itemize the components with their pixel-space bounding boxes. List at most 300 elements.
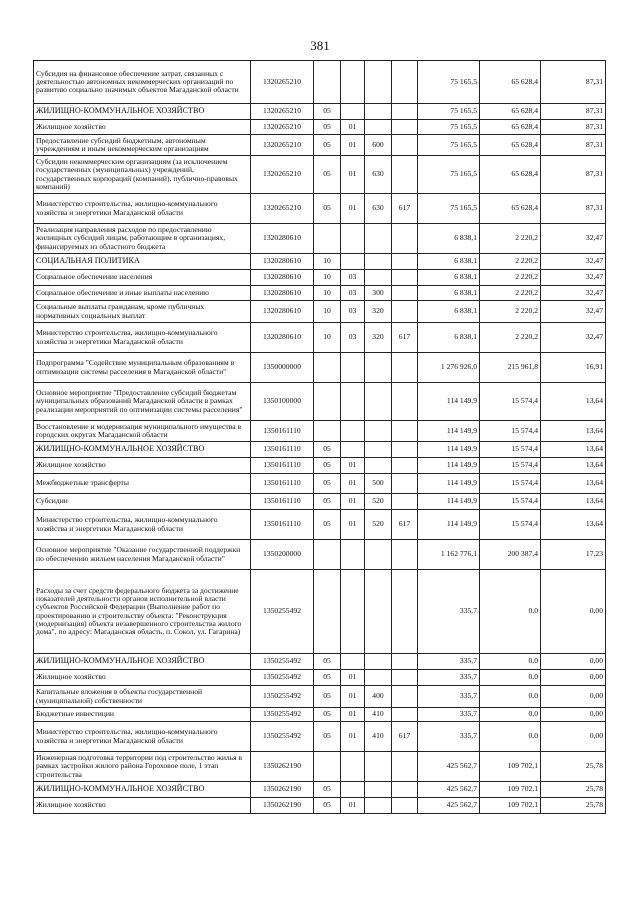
execution-percent-cell: 32,47 [541, 270, 606, 286]
table-row [34, 510, 606, 540]
executed-amount-cell: 0,0 [480, 654, 541, 670]
subsection-cell: 01 [341, 135, 365, 156]
administrator-cell [392, 301, 418, 323]
table-row [34, 323, 606, 353]
target-code-cell: 1320265210 [251, 104, 314, 120]
planned-amount-cell: 335,7 [418, 708, 480, 722]
expense-type-cell [365, 442, 392, 458]
row-name-cell: Подпрограмма "Содействие муниципальным образованиям в оптимизации системы расселения в Магаданской области" [34, 353, 251, 383]
table-row [34, 798, 606, 814]
executed-amount-cell: 65 628,4 [480, 104, 541, 120]
target-code-cell: 1350262190 [251, 752, 314, 782]
target-code-cell: 1350255492 [251, 570, 314, 654]
target-code-cell: 1350161110 [251, 442, 314, 458]
expense-type-cell [365, 570, 392, 654]
administrator-cell: 617 [392, 194, 418, 224]
row-name-cell: Жилищное хозяйство [34, 120, 251, 135]
expense-type-cell: 320 [365, 323, 392, 353]
planned-amount-cell: 335,7 [418, 670, 480, 686]
administrator-cell [392, 270, 418, 286]
row-name-cell: Социальное обеспечение населения [34, 270, 251, 286]
administrator-cell [392, 224, 418, 254]
row-name-cell: Министерство строительства, жилищно-коммунального хозяйства и энергетики Магаданской области [34, 510, 251, 540]
row-name-cell: ЖИЛИЩНО-КОММУНАЛЬНОЕ ХОЗЯЙСТВО [34, 104, 251, 120]
row-name-cell: Расходы за счет средств федерального бюджета за достижение показателей деятельности органов исполнительной власти субъектов Российской Федерации (Выполнение работ по проектированию и строительству объекта: "Реконструкция (модернизация) объекта незавершенного строительства жилого дома", по адресу: Магаданская область, п. Сокол, ул. Гагарина) [34, 570, 251, 654]
row-name-cell: Инженерная подготовка территории под строительство жилья в рамках застройки жилого района Гороховое поле, 1 этап строительства [34, 752, 251, 782]
target-code-cell: 1320265210 [251, 156, 314, 194]
section-cell: 10 [314, 286, 341, 301]
execution-percent-cell: 0,00 [541, 570, 606, 654]
administrator-cell [392, 421, 418, 442]
target-code-cell: 1320280610 [251, 323, 314, 353]
administrator-cell [392, 654, 418, 670]
subsection-cell: 01 [341, 494, 365, 510]
target-code-cell: 1320280610 [251, 224, 314, 254]
expense-type-cell [365, 782, 392, 798]
table-row [34, 421, 606, 442]
planned-amount-cell: 114 149,9 [418, 510, 480, 540]
row-name-cell: Основное мероприятие "Оказание государственной поддержки по обеспечению жильем населения Магаданской области" [34, 540, 251, 570]
executed-amount-cell: 65 628,4 [480, 135, 541, 156]
subsection-cell [341, 421, 365, 442]
planned-amount-cell: 425 562,7 [418, 782, 480, 798]
expense-type-cell [365, 670, 392, 686]
section-cell: 05 [314, 670, 341, 686]
administrator-cell [392, 120, 418, 135]
target-code-cell: 1350255492 [251, 654, 314, 670]
planned-amount-cell: 425 562,7 [418, 798, 480, 814]
row-name-cell: Бюджетные инвестиции [34, 708, 251, 722]
planned-amount-cell: 335,7 [418, 686, 480, 708]
section-cell: 05 [314, 782, 341, 798]
table-row [34, 270, 606, 286]
executed-amount-cell: 15 574,4 [480, 474, 541, 494]
target-code-cell: 1350262190 [251, 798, 314, 814]
planned-amount-cell: 1 162 776,1 [418, 540, 480, 570]
expense-type-cell [365, 254, 392, 270]
executed-amount-cell: 15 574,4 [480, 442, 541, 458]
target-code-cell: 1350255492 [251, 708, 314, 722]
executed-amount-cell: 2 220,2 [480, 270, 541, 286]
executed-amount-cell: 15 574,4 [480, 383, 541, 421]
execution-percent-cell: 25,78 [541, 752, 606, 782]
table-row [34, 442, 606, 458]
expense-type-cell: 410 [365, 722, 392, 752]
section-cell: 05 [314, 494, 341, 510]
executed-amount-cell: 0,0 [480, 708, 541, 722]
row-name-cell: Министерство строительства, жилищно-коммунального хозяйства и энергетики Магаданской области [34, 194, 251, 224]
table-row [34, 301, 606, 323]
target-code-cell: 1350161110 [251, 494, 314, 510]
section-cell: 05 [314, 686, 341, 708]
administrator-cell [392, 61, 418, 104]
table-row [34, 286, 606, 301]
planned-amount-cell: 75 165,5 [418, 135, 480, 156]
table-row [34, 670, 606, 686]
planned-amount-cell: 114 149,9 [418, 494, 480, 510]
target-code-cell: 1320280610 [251, 301, 314, 323]
subsection-cell [341, 61, 365, 104]
executed-amount-cell: 2 220,2 [480, 323, 541, 353]
administrator-cell [392, 752, 418, 782]
planned-amount-cell: 1 276 926,0 [418, 353, 480, 383]
section-cell: 10 [314, 301, 341, 323]
administrator-cell [392, 670, 418, 686]
execution-percent-cell: 32,47 [541, 286, 606, 301]
section-cell: 10 [314, 270, 341, 286]
executed-amount-cell: 65 628,4 [480, 194, 541, 224]
execution-percent-cell: 32,47 [541, 224, 606, 254]
target-code-cell: 1350161110 [251, 474, 314, 494]
row-name-cell: ЖИЛИЩНО-КОММУНАЛЬНОЕ ХОЗЯЙСТВО [34, 442, 251, 458]
planned-amount-cell: 335,7 [418, 722, 480, 752]
row-name-cell: Межбюджетные трансферты [34, 474, 251, 494]
subsection-cell: 01 [341, 458, 365, 474]
expense-type-cell: 520 [365, 494, 392, 510]
execution-percent-cell: 87,31 [541, 194, 606, 224]
expense-type-cell [365, 353, 392, 383]
row-name-cell: Восстановление и модернизация муниципального имущества в городских округах Магаданской области [34, 421, 251, 442]
expense-type-cell: 630 [365, 156, 392, 194]
section-cell: 05 [314, 798, 341, 814]
table-row [34, 570, 606, 654]
execution-percent-cell: 0,00 [541, 686, 606, 708]
section-cell [314, 540, 341, 570]
administrator-cell [392, 286, 418, 301]
target-code-cell: 1320265210 [251, 61, 314, 104]
execution-percent-cell: 87,31 [541, 120, 606, 135]
row-name-cell: ЖИЛИЩНО-КОММУНАЛЬНОЕ ХОЗЯЙСТВО [34, 782, 251, 798]
table-row [34, 686, 606, 708]
administrator-cell [392, 570, 418, 654]
expense-type-cell [365, 798, 392, 814]
section-cell: 05 [314, 510, 341, 540]
subsection-cell [341, 224, 365, 254]
expense-type-cell: 300 [365, 286, 392, 301]
section-cell: 05 [314, 135, 341, 156]
section-cell: 05 [314, 708, 341, 722]
table-body [34, 61, 606, 814]
planned-amount-cell: 75 165,5 [418, 156, 480, 194]
section-cell: 05 [314, 458, 341, 474]
administrator-cell [392, 156, 418, 194]
planned-amount-cell: 6 838,1 [418, 323, 480, 353]
executed-amount-cell: 15 574,4 [480, 510, 541, 540]
subsection-cell [341, 654, 365, 670]
execution-percent-cell: 0,00 [541, 670, 606, 686]
expense-type-cell: 520 [365, 510, 392, 540]
execution-percent-cell: 13,64 [541, 383, 606, 421]
planned-amount-cell: 6 838,1 [418, 301, 480, 323]
executed-amount-cell: 65 628,4 [480, 61, 541, 104]
expense-type-cell [365, 120, 392, 135]
table-row [34, 194, 606, 224]
subsection-cell: 03 [341, 323, 365, 353]
administrator-cell [392, 442, 418, 458]
subsection-cell: 01 [341, 708, 365, 722]
expense-type-cell: 400 [365, 686, 392, 708]
administrator-cell [392, 540, 418, 570]
target-code-cell: 1350200000 [251, 540, 314, 570]
target-code-cell: 1350255492 [251, 686, 314, 708]
execution-percent-cell: 13,64 [541, 442, 606, 458]
planned-amount-cell: 75 165,5 [418, 61, 480, 104]
executed-amount-cell: 15 574,4 [480, 458, 541, 474]
target-code-cell: 1320265210 [251, 194, 314, 224]
expense-type-cell: 410 [365, 708, 392, 722]
target-code-cell: 1320280610 [251, 286, 314, 301]
subsection-cell [341, 383, 365, 421]
planned-amount-cell: 6 838,1 [418, 224, 480, 254]
executed-amount-cell: 15 574,4 [480, 421, 541, 442]
planned-amount-cell: 75 165,5 [418, 120, 480, 135]
executed-amount-cell: 2 220,2 [480, 301, 541, 323]
administrator-cell [392, 135, 418, 156]
subsection-cell: 01 [341, 510, 365, 540]
execution-percent-cell: 13,64 [541, 510, 606, 540]
execution-percent-cell: 32,47 [541, 323, 606, 353]
planned-amount-cell: 114 149,9 [418, 421, 480, 442]
planned-amount-cell: 114 149,9 [418, 458, 480, 474]
target-code-cell: 1320265210 [251, 120, 314, 135]
table-row [34, 156, 606, 194]
table-row [34, 383, 606, 421]
table-row [34, 782, 606, 798]
row-name-cell: Социальное обеспечение и иные выплаты населению [34, 286, 251, 301]
table-row [34, 254, 606, 270]
executed-amount-cell: 109 702,1 [480, 798, 541, 814]
administrator-cell [392, 353, 418, 383]
target-code-cell: 1350255492 [251, 670, 314, 686]
row-name-cell: Капитальные вложения в объекты государственной (муниципальной) собственности [34, 686, 251, 708]
execution-percent-cell: 0,00 [541, 654, 606, 670]
target-code-cell: 1350161110 [251, 458, 314, 474]
table-row [34, 494, 606, 510]
table-row [34, 458, 606, 474]
row-name-cell: СОЦИАЛЬНАЯ ПОЛИТИКА [34, 254, 251, 270]
row-name-cell: Социальные выплаты гражданам, кроме публичных нормативных социальных выплат [34, 301, 251, 323]
section-cell: 05 [314, 194, 341, 224]
executed-amount-cell: 0,0 [480, 686, 541, 708]
section-cell: 10 [314, 254, 341, 270]
table-row [34, 474, 606, 494]
row-name-cell: Жилищное хозяйство [34, 670, 251, 686]
table-row [34, 224, 606, 254]
subsection-cell: 03 [341, 270, 365, 286]
administrator-cell [392, 798, 418, 814]
expense-type-cell [365, 383, 392, 421]
executed-amount-cell: 65 628,4 [480, 156, 541, 194]
executed-amount-cell: 0,0 [480, 670, 541, 686]
subsection-cell [341, 782, 365, 798]
execution-percent-cell: 87,31 [541, 156, 606, 194]
expense-type-cell [365, 270, 392, 286]
row-name-cell: Министерство строительства, жилищно-коммунального хозяйства и энергетики Магаданской области [34, 323, 251, 353]
table-row [34, 708, 606, 722]
budget-table [33, 60, 606, 814]
expense-type-cell [365, 421, 392, 442]
execution-percent-cell: 87,31 [541, 61, 606, 104]
table-row [34, 540, 606, 570]
expense-type-cell [365, 104, 392, 120]
row-name-cell: ЖИЛИЩНО-КОММУНАЛЬНОЕ ХОЗЯЙСТВО [34, 654, 251, 670]
planned-amount-cell: 335,7 [418, 654, 480, 670]
table-row [34, 104, 606, 120]
subsection-cell [341, 254, 365, 270]
administrator-cell [392, 782, 418, 798]
section-cell [314, 570, 341, 654]
row-name-cell: Основное мероприятие "Предоставление субсидий бюджетам муниципальных образований Магаданской области в рамках реализации мероприятий по оптимизации системы расселения" [34, 383, 251, 421]
section-cell: 05 [314, 722, 341, 752]
expense-type-cell: 600 [365, 135, 392, 156]
planned-amount-cell: 335,7 [418, 570, 480, 654]
section-cell: 05 [314, 654, 341, 670]
execution-percent-cell: 87,31 [541, 104, 606, 120]
target-code-cell: 1350161110 [251, 510, 314, 540]
row-name-cell: Жилищное хозяйство [34, 458, 251, 474]
administrator-cell [392, 458, 418, 474]
executed-amount-cell: 109 702,1 [480, 782, 541, 798]
executed-amount-cell: 2 220,2 [480, 224, 541, 254]
table-row [34, 654, 606, 670]
section-cell [314, 383, 341, 421]
executed-amount-cell: 200 387,4 [480, 540, 541, 570]
section-cell: 05 [314, 474, 341, 494]
table-row [34, 722, 606, 752]
subsection-cell [341, 752, 365, 782]
administrator-cell [392, 254, 418, 270]
execution-percent-cell: 13,64 [541, 458, 606, 474]
planned-amount-cell: 6 838,1 [418, 270, 480, 286]
target-code-cell: 1350100000 [251, 383, 314, 421]
expense-type-cell [365, 654, 392, 670]
row-name-cell: Субсидии [34, 494, 251, 510]
expense-type-cell [365, 752, 392, 782]
section-cell: 10 [314, 323, 341, 353]
executed-amount-cell: 0,0 [480, 722, 541, 752]
page-number: 381 [310, 38, 330, 53]
table-row [34, 120, 606, 135]
subsection-cell [341, 442, 365, 458]
row-name-cell: Жилищное хозяйство [34, 798, 251, 814]
planned-amount-cell: 75 165,5 [418, 194, 480, 224]
section-cell: 05 [314, 156, 341, 194]
subsection-cell [341, 540, 365, 570]
administrator-cell [392, 708, 418, 722]
section-cell [314, 224, 341, 254]
execution-percent-cell: 17,23 [541, 540, 606, 570]
expense-type-cell [365, 224, 392, 254]
planned-amount-cell: 114 149,9 [418, 442, 480, 458]
row-name-cell: Министерство строительства, жилищно-коммунального хозяйства и энергетики Магаданской области [34, 722, 251, 752]
execution-percent-cell: 0,00 [541, 708, 606, 722]
execution-percent-cell: 13,64 [541, 494, 606, 510]
section-cell [314, 752, 341, 782]
execution-percent-cell: 0,00 [541, 722, 606, 752]
expense-type-cell [365, 458, 392, 474]
executed-amount-cell: 0,0 [480, 570, 541, 654]
executed-amount-cell: 2 220,2 [480, 254, 541, 270]
table-row [34, 353, 606, 383]
administrator-cell: 617 [392, 323, 418, 353]
subsection-cell: 01 [341, 686, 365, 708]
table-row [34, 135, 606, 156]
subsection-cell [341, 570, 365, 654]
expense-type-cell [365, 540, 392, 570]
section-cell [314, 353, 341, 383]
planned-amount-cell: 6 838,1 [418, 254, 480, 270]
table-row [34, 752, 606, 782]
row-name-cell: Субсидия на финансовое обеспечение затрат, связанных с деятельностью автономных некоммерческих организаций по развитию социально значимых объектов Магаданской области [34, 61, 251, 104]
target-code-cell: 1350000000 [251, 353, 314, 383]
execution-percent-cell: 16,91 [541, 353, 606, 383]
subsection-cell [341, 353, 365, 383]
executed-amount-cell: 65 628,4 [480, 120, 541, 135]
planned-amount-cell: 114 149,9 [418, 474, 480, 494]
expense-type-cell: 630 [365, 194, 392, 224]
subsection-cell: 01 [341, 670, 365, 686]
table-row [34, 61, 606, 104]
administrator-cell [392, 686, 418, 708]
administrator-cell: 617 [392, 510, 418, 540]
subsection-cell: 01 [341, 156, 365, 194]
subsection-cell: 01 [341, 194, 365, 224]
administrator-cell [392, 104, 418, 120]
executed-amount-cell: 15 574,4 [480, 494, 541, 510]
row-name-cell: Субсидии некоммерческим организациям (за исключением государственных (муниципальных) учреждений, государственных корпораций (компаний), публично-правовых компаний) [34, 156, 251, 194]
section-cell: 05 [314, 120, 341, 135]
target-code-cell: 1350255492 [251, 722, 314, 752]
section-cell: 05 [314, 442, 341, 458]
planned-amount-cell: 425 562,7 [418, 752, 480, 782]
subsection-cell [341, 104, 365, 120]
expense-type-cell: 320 [365, 301, 392, 323]
section-cell: 05 [314, 104, 341, 120]
row-name-cell: Реализация направления расходов по предоставлению жилищных субсидий лицам, работающим в организациях, финансируемых из областного бюджета [34, 224, 251, 254]
execution-percent-cell: 25,78 [541, 798, 606, 814]
administrator-cell [392, 474, 418, 494]
row-name-cell: Предоставление субсидий бюджетным, автономным учреждениям и иным некоммерческим организациям [34, 135, 251, 156]
subsection-cell: 01 [341, 722, 365, 752]
administrator-cell: 617 [392, 722, 418, 752]
execution-percent-cell: 32,47 [541, 301, 606, 323]
planned-amount-cell: 114 149,9 [418, 383, 480, 421]
subsection-cell: 01 [341, 120, 365, 135]
target-code-cell: 1320265210 [251, 135, 314, 156]
section-cell [314, 421, 341, 442]
target-code-cell: 1320280610 [251, 254, 314, 270]
subsection-cell: 03 [341, 286, 365, 301]
section-cell [314, 61, 341, 104]
target-code-cell: 1350161110 [251, 421, 314, 442]
execution-percent-cell: 87,31 [541, 135, 606, 156]
planned-amount-cell: 6 838,1 [418, 286, 480, 301]
target-code-cell: 1350262190 [251, 782, 314, 798]
execution-percent-cell: 25,78 [541, 782, 606, 798]
execution-percent-cell: 13,64 [541, 474, 606, 494]
executed-amount-cell: 215 961,8 [480, 353, 541, 383]
expense-type-cell [365, 61, 392, 104]
subsection-cell: 01 [341, 798, 365, 814]
execution-percent-cell: 32,47 [541, 254, 606, 270]
administrator-cell [392, 494, 418, 510]
executed-amount-cell: 109 702,1 [480, 752, 541, 782]
executed-amount-cell: 2 220,2 [480, 286, 541, 301]
subsection-cell: 01 [341, 474, 365, 494]
administrator-cell [392, 383, 418, 421]
target-code-cell: 1320280610 [251, 270, 314, 286]
execution-percent-cell: 13,64 [541, 421, 606, 442]
